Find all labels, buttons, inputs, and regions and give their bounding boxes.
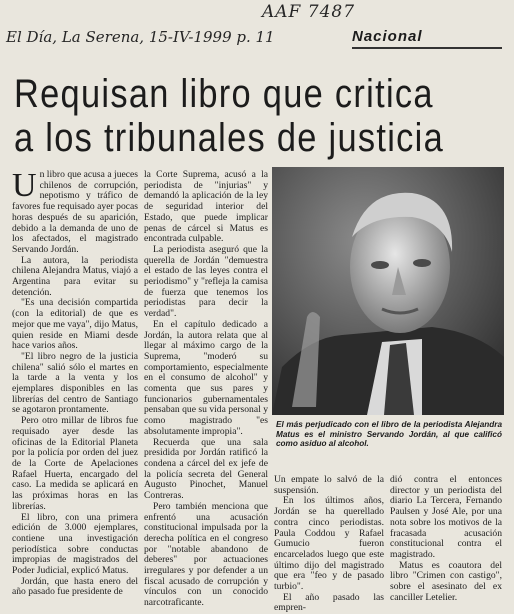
headline — [14, 72, 445, 160]
paragraph: Un libro que acusa a jueces chilenos de corrupción, nepotismo y tráfico de favores fue requisado ayer pocas horas después de su aparición, debido a la demanda de uno de los afectados, el magistrado Servando Jordán. — [12, 167, 138, 255]
article-column-2 — [144, 169, 268, 609]
clip-source-note: El Día, La Serena, 15-IV-1999 p. 11 — [6, 28, 275, 46]
article-column-1 — [12, 167, 138, 600]
paragraph: "El libro negro de la justicia chilena" salió sólo el martes en la tarde a la venta y los ejemplares disponibles en las librerías del centro de Santiago se agotaron prontamente. — [12, 350, 138, 416]
portrait-photo-icon — [272, 167, 504, 415]
paragraph: Pero también menciona que enfrentó una acusación constitucional impulsada por la derecha política en el congreso por "notable abandono de deberes" por actuaciones irregulares y por defender a un fiscal acusado de corrupción y vínculos con un conocido narcotraficante. — [144, 500, 268, 609]
section-label: Nacional — [352, 28, 423, 45]
paragraph: Recuerda que una sala presidida por Jordán ratificó la condena a cárcel del ex jefe de la policía secreta del General Augusto Pinochet, Manuel Contreras. — [144, 436, 268, 502]
paragraph: Un empate lo salvó de la suspensión. — [274, 474, 384, 496]
paragraph: Pero otro millar de libros fue requisado ayer desde las oficinas de la Editorial Planeta por la policía por orden del juez de la Corte de Apelaciones Rafael Huerta, encargado del caso. La medida se aplicará en las próximas horas en las librerías. — [12, 415, 138, 512]
paragraph: En el capítulo dedicado a Jordán, la autora relata que al llegar al máximo cargo de la Suprema, "moderó su comportamiento, especialmente en el consumo de alcohol" y comenta que sus pares y funcionarios gubernamentales pensaban que su vida personal y como magistrado "es absolutamente impropia". — [144, 318, 268, 437]
portrait-photo — [272, 167, 504, 415]
headline-line-1: Requisan libro que critica — [14, 72, 434, 116]
article-column-3 — [274, 474, 384, 614]
paragraph: Jordán, que hasta enero del año pasado fue presidente de — [12, 575, 138, 598]
paragraph: La periodista aseguró que la querella de Jordán "demuestra el estado de las leyes contra el periodismo" y "refleja la camisa de fuerza que tenemos los periodistas para decir la verdad". — [144, 243, 268, 320]
paragraph: El año pasado las empren- — [274, 591, 384, 614]
paragraph: En los últimos años, Jordán se ha querellado contra cinco periodistas. Paula Coddou y Rafael Gumucio fueron encarcelados luego que este último dijo del magistrado que era "feo y de pasado turbio". — [274, 495, 384, 593]
paragraph: dió contra el entonces director y un periodista del diario La Tercera, Fernando Paulsen y José Ale, por una nota sobre los motivos de la fracasada acusación constitucional contra el magistrado. — [390, 474, 502, 560]
paragraph: La autora, la periodista chilena Alejandra Matus, viajó a Argentina para evitar su detención. — [12, 254, 138, 298]
paragraph: "Es una decisión compartida (con la editorial) de que es mejor que me vaya", dijo Matus, quien reside en Miami desde hace varios años. — [12, 297, 138, 352]
archive-note: AAF 7487 — [262, 2, 356, 22]
paragraph: El libro, con una primera edición de 3.000 ejemplares, contiene una investigación periodística sobre conductas impropias de magistrados del Poder Judicial, explicó Matus. — [12, 511, 138, 577]
drop-cap: U — [12, 167, 37, 204]
paragraph: la Corte Suprema, acusó a la periodista de "injurias" y demandó la aplicación de la ley de seguridad interior del Estado, que puede implicar penas de cárcel si Matus es encontrada culpable. — [144, 169, 268, 245]
headline-line-2: a los tribunales de justicia — [14, 116, 445, 160]
article-column-4 — [390, 474, 502, 603]
photo-caption: El más perjudicado con el libro de la periodista Alejandra Matus es el ministro Servando Jordán, al que calificó como asiduo al alcohol. — [276, 420, 502, 449]
section-rule — [352, 47, 502, 49]
paragraph: Matus es coautora del libro "Crimen con castigo", sobre el asesinato del ex canciller Letelier. — [390, 559, 502, 603]
